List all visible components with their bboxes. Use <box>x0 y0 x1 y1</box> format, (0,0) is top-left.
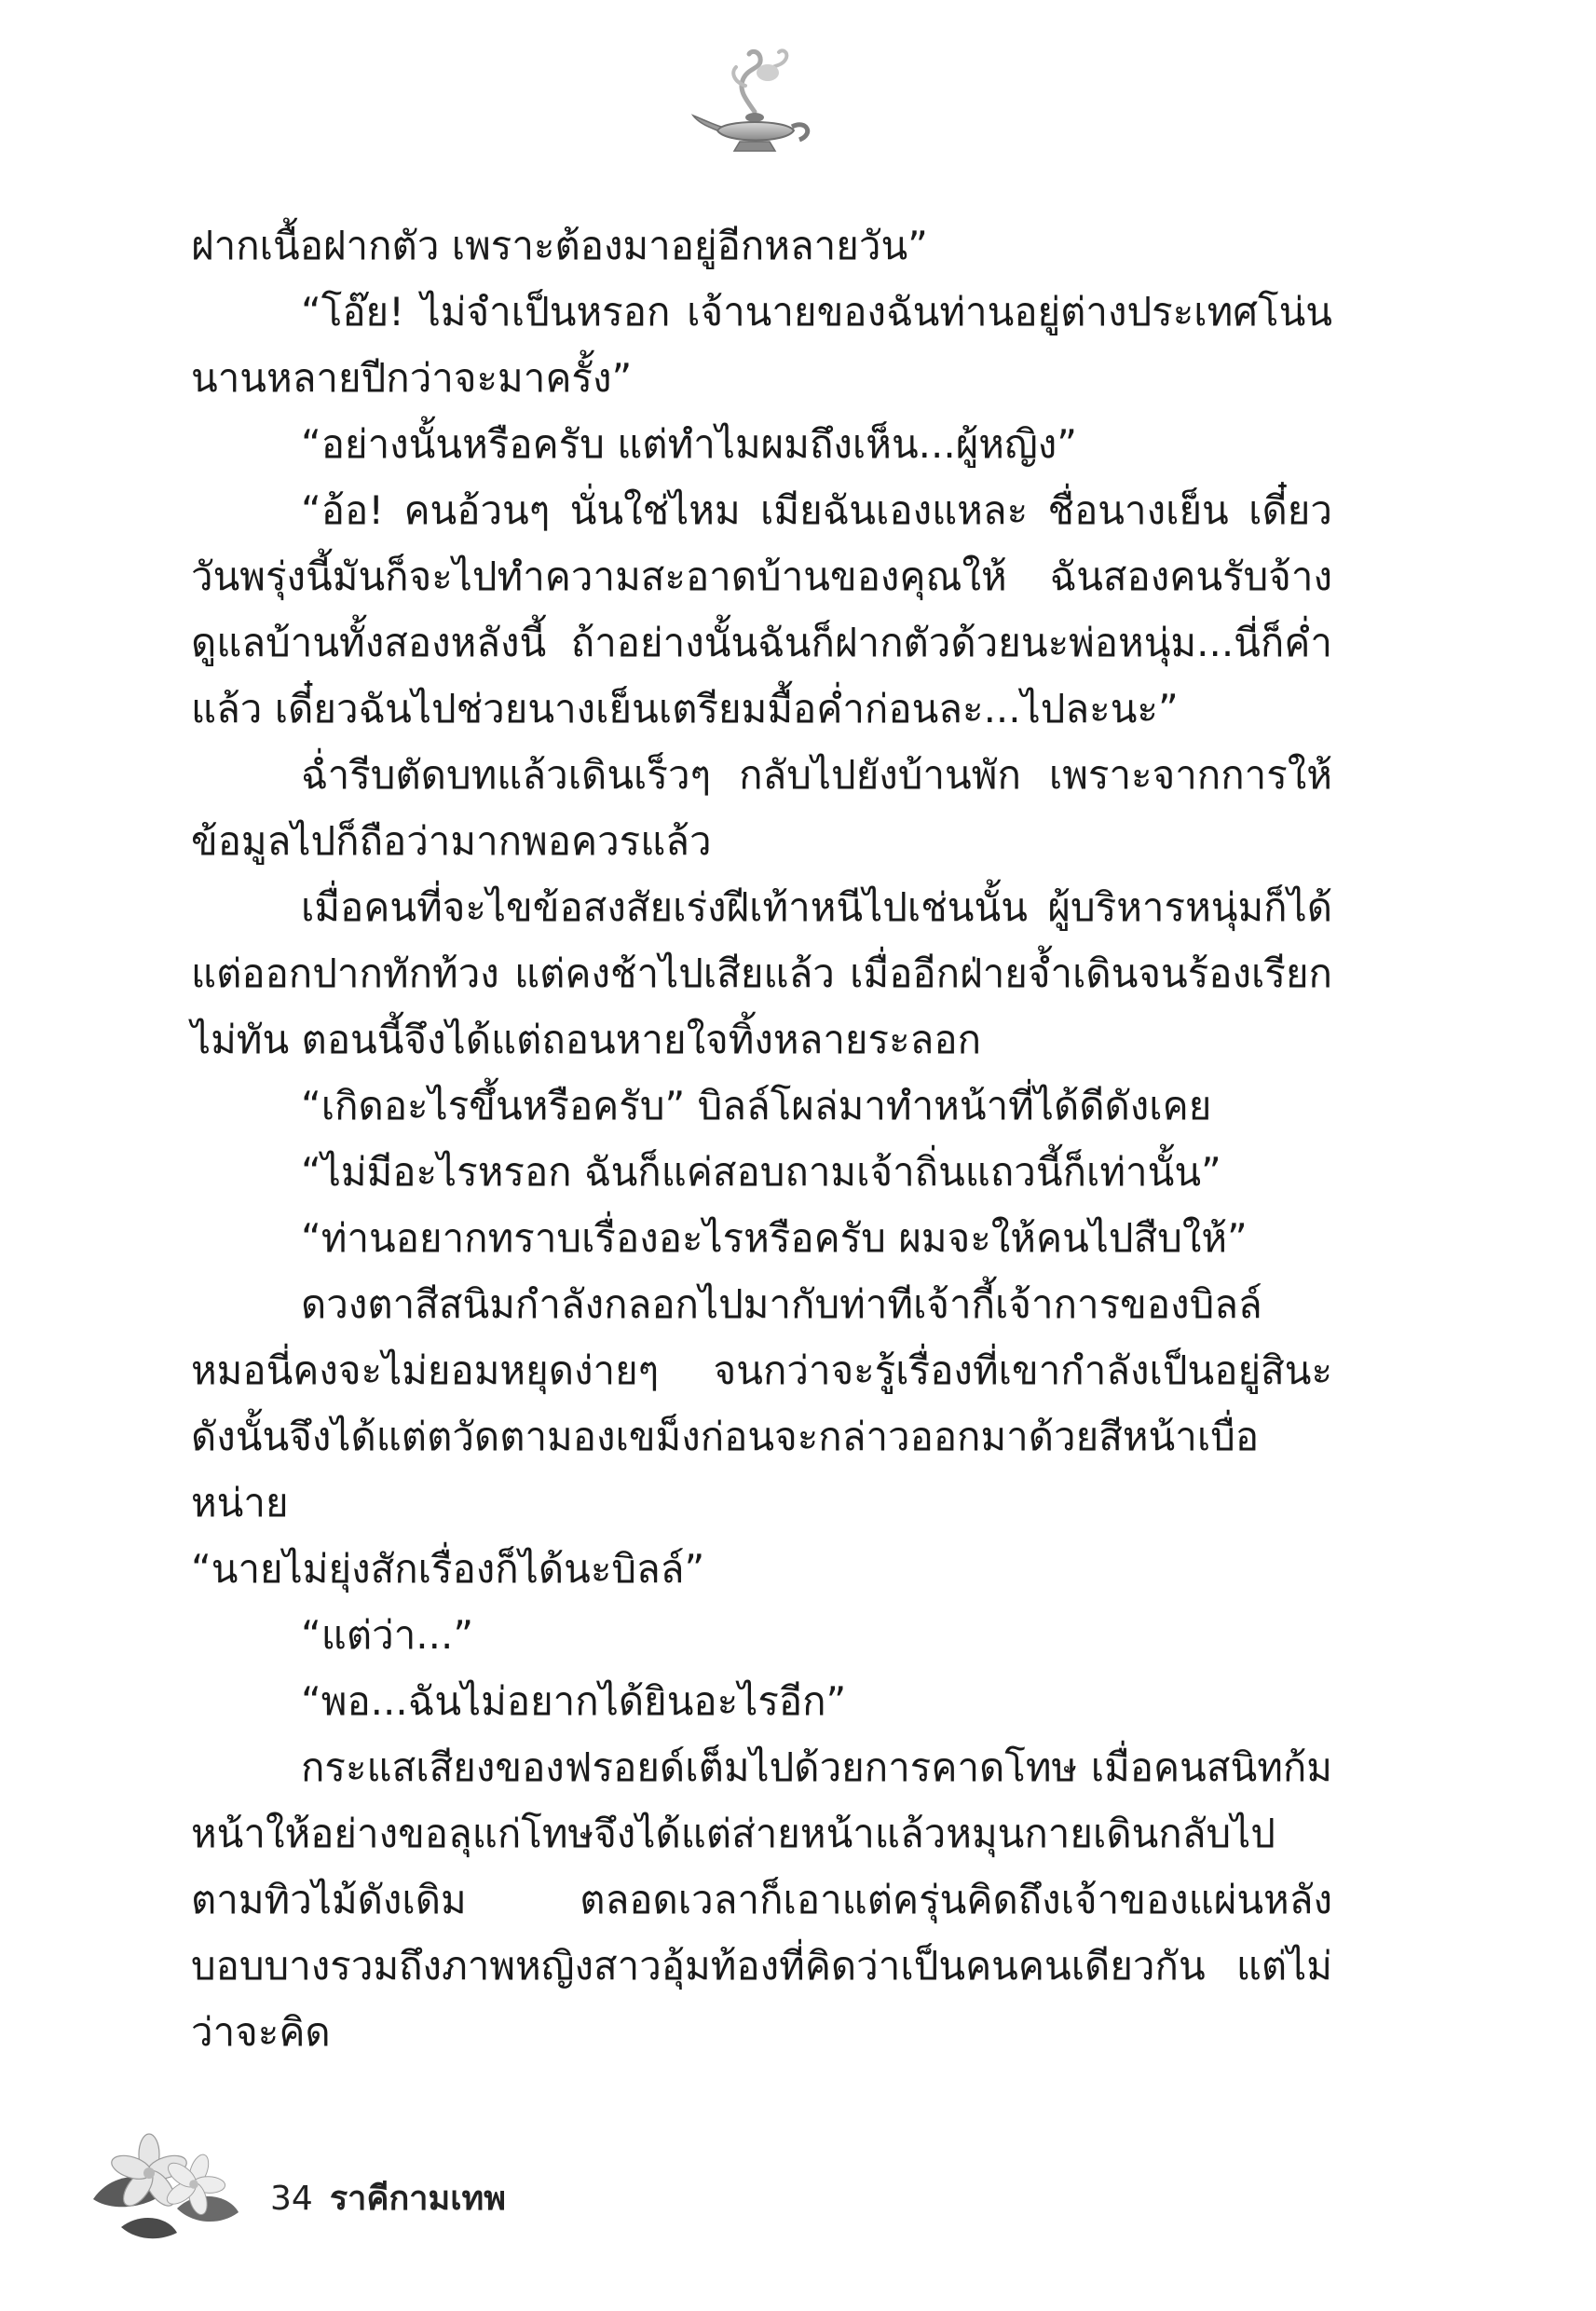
paragraph: “พอ...ฉันไม่อยากได้ยินอะไรอีก” <box>301 1678 847 1724</box>
paragraph: “โอ๊ย! ไม่จำเป็นหรอก เจ้านายของฉันท่านอยู่ต่างประเทศโน่นนานหลายปีกว่าจะมาครั้ง” <box>191 289 1332 401</box>
book-title: ราคีกามเทพ <box>329 2180 506 2218</box>
paragraph: ดวงตาสีสนิมกำลังกลอกไปมากับท่าทีเจ้ากี้เจ้าการของบิลล์หมอนี่คงจะไม่ยอมหยุดง่ายๆ จนกว่าจะรู้เรื่องที่เขากำลังเป็นอยู่สินะ ดังนั้นจึงได้แต่ตวัดตามองเขม็งก่อนจะกล่าวออกมาด้วยสีหน้าเบื่อหน่าย <box>191 1281 1332 1525</box>
paragraph: “ไม่มีอะไรหรอก ฉันก็แค่สอบถามเจ้าถิ่นแถวนี้ก็เท่านั้น” <box>301 1149 1221 1195</box>
page-footer <box>84 2115 736 2255</box>
paragraph: “ท่านอยากทราบเรื่องอะไรหรือครับ ผมจะให้คนไปสืบให้” <box>301 1215 1248 1261</box>
paragraph: กระแสเสียงของฟรอยด์เต็มไปด้วยการคาดโทษ เมื่อคนสนิทก้มหน้าให้อย่างขอลุแก่โทษจึงได้แต่ส่ายหน้าแล้วหมุนกายเดินกลับไปตามทิวไม้ดังเดิม ตลอดเวลาก็เอาแต่ครุ่นคิดถึงเจ้าของแผ่นหลังบอบบางรวมถึงภาพหญิงสาวอุ้มท้องที่คิดว่าเป็นคนคนเดียวกัน แต่ไม่ว่าจะคิด <box>191 1744 1332 2055</box>
paragraph: ฉ่ำรีบตัดบทแล้วเดินเร็วๆ กลับไปยังบ้านพัก เพราะจากการให้ข้อมูลไปก็ถือว่ามากพอควรแล้ว <box>191 752 1332 864</box>
frangipani-flower-icon <box>84 2115 242 2246</box>
paragraph: “เกิดอะไรขึ้นหรือครับ” บิลล์โผล่มาทำหน้าที่ได้ดีดังเคย <box>301 1083 1212 1128</box>
paragraph: “อย่างนั้นหรือครับ แต่ทำไมผมถึงเห็น...ผู้หญิง” <box>301 421 1078 467</box>
paragraph: “อ้อ! คนอ้วนๆ นั่นใช่ไหม เมียฉันเองแหละ ชื่อนางเย็น เดี๋ยววันพรุ่งนี้มันก็จะไปทำความสะอาดบ้านของคุณให้ ฉันสองคนรับจ้างดูแลบ้านทั้งสองหลังนี้ ถ้าอย่างนั้นฉันก็ฝากตัวด้วยนะพ่อหนุ่ม...นี่ก็ค่ำแล้ว เดี๋ยวฉันไปช่วยนางเย็นเตรียมมื้อค่ำก่อนละ...ไปละนะ” <box>191 487 1332 732</box>
paragraph: “แต่ว่า...” <box>301 1612 474 1658</box>
paragraph: ฝากเนื้อฝากตัว เพราะต้องมาอยู่อีกหลายวัน” <box>191 223 928 268</box>
body-text <box>191 212 1332 2065</box>
footer-text <box>270 2171 506 2224</box>
genie-lamp-icon <box>689 45 820 166</box>
page-number: 34 <box>270 2180 313 2218</box>
paragraph: เมื่อคนที่จะไขข้อสงสัยเร่งฝีเท้าหนีไปเช่นนั้น ผู้บริหารหนุ่มก็ได้แต่ออกปากทักท้วง แต่คงช้าไปเสียแล้ว เมื่ออีกฝ่ายจ้ำเดินจนร้องเรียกไม่ทัน ตอนนี้จึงได้แต่ถอนหายใจทิ้งหลายระลอก <box>191 884 1332 1062</box>
paragraph: “นายไม่ยุ่งสักเรื่องก็ได้นะบิลล์” <box>191 1546 705 1592</box>
